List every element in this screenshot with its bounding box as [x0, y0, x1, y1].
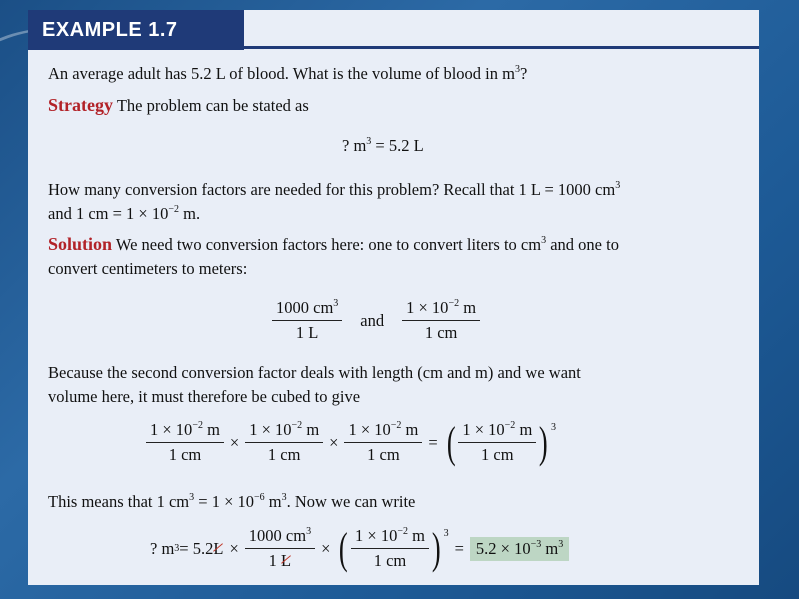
strategy-label: Strategy — [48, 95, 113, 115]
and-word: and — [360, 310, 385, 330]
factor-liters-to-cm3: $\frac{1000 cm^3}{1 L}$ — [272, 298, 342, 343]
cube-fraction-1: $\frac{1 \times 10^{-2} m}{1 cm}$ — [146, 420, 224, 465]
cube-fraction-2: $\frac{1 \times 10^{-2} m}{1 cm}$ — [245, 420, 323, 465]
cubed-equation: $\frac{1 \times 10^{-2} m}{1 cm}$ × $\frac{1 \times 10^{-2} m}{1 cm}$ × $\frac{1 \times 10^{-2} m}{1 cm}$ = ( $\frac{1 \times 10^{-2} m}{1 cm}$ ) 3 — [146, 420, 556, 465]
example-panel — [28, 10, 759, 585]
solution-text: Solution We need two conversion factors here: one to convert liters to $cm^3$ and one to convert centimeters to meters: — [48, 234, 619, 278]
example-title: EXAMPLE 1.7 — [28, 10, 244, 50]
recall-text: How many conversion factors are needed for this problem? Recall that 1 L = 1000 $cm^3$ and 1 cm = $1 \times 10^{-2}$ m. — [48, 180, 621, 223]
answer-highlight: $5.2 \times 10^{-3}$ $m^3$ — [470, 537, 569, 561]
equation-stated: ? $m^3 = 5.2$ L — [342, 136, 424, 155]
cube-fraction-paren: $\frac{1 \times 10^{-2} m}{1 cm}$ — [458, 420, 536, 465]
cancelled-L: L — [213, 538, 224, 558]
header-rule — [230, 46, 759, 49]
final-fraction-1: $\frac{1000 cm^3}{1 L}$ — [245, 526, 315, 571]
final-equation: ? m 3 = 5.2 L × $\frac{1000 cm^3}{1 L}$ × ( $\frac{1 \times 10^{-2} m}{1 cm}$ ) 3 = $5.2 \times 10^{-3}$ $m^3$ — [150, 526, 569, 571]
conversion-factors — [272, 298, 480, 343]
final-fraction-2: $\frac{1 \times 10^{-2} m}{1 cm}$ — [351, 526, 429, 571]
because-text: Because the second conversion factor deals with length (cm and m) and we want volume here, it must therefore be cubed to give — [48, 363, 581, 406]
solution-label: Solution — [48, 234, 113, 254]
strategy-line: Strategy The problem can be stated as — [48, 95, 309, 115]
means-text: This means that 1 $cm^3 = 1 \times 10^{-6}$ $m^3$. Now we can write — [48, 492, 416, 511]
problem-statement: An average adult has 5.2 L of blood. What is the volume of blood in $m^3$? — [48, 64, 528, 83]
cube-fraction-3: $\frac{1 \times 10^{-2} m}{1 cm}$ — [344, 420, 422, 465]
factor-cm-to-m: $\frac{1 \times 10^{-2} m}{1 cm}$ — [402, 298, 480, 343]
